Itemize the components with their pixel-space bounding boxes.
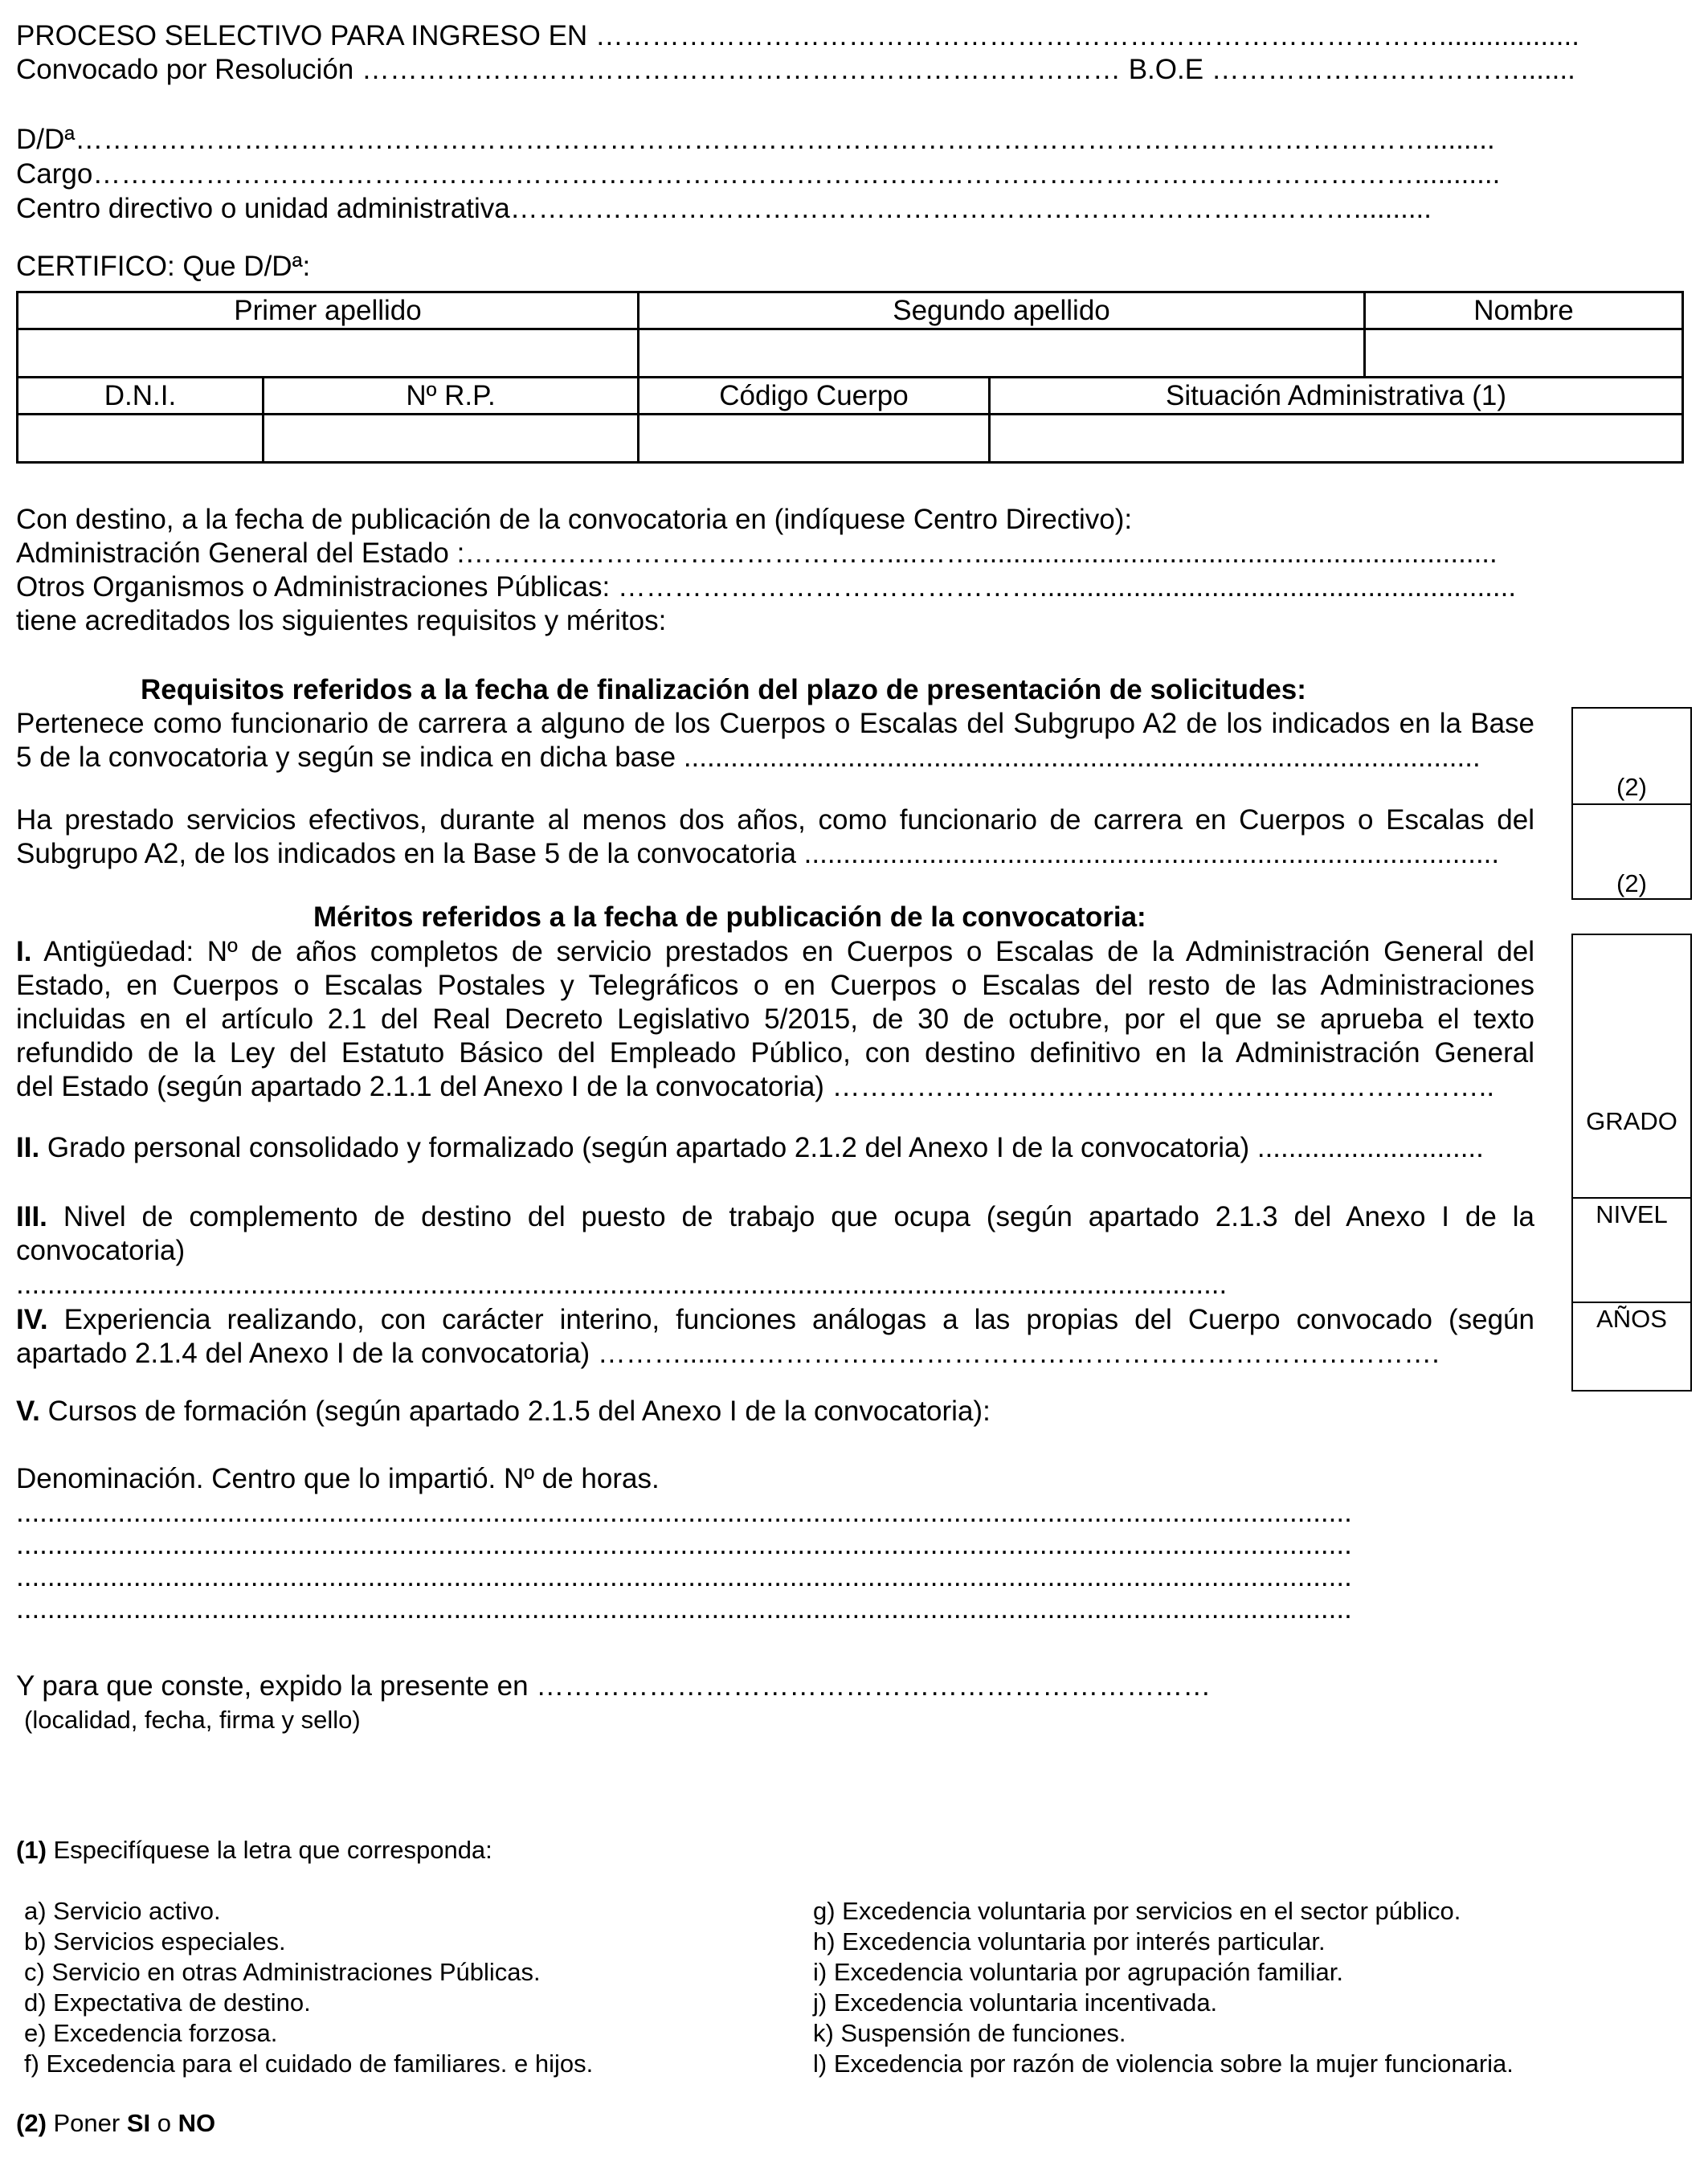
grado-label: GRADO <box>1586 1107 1677 1135</box>
requisitos-title: Requisitos referidos a la fecha de finalización del plazo de presentación de solicitudes: <box>141 674 1306 705</box>
dd-line: D/Dª………………………………………………………………………………………………………………………………......... <box>16 124 1495 155</box>
merito-v-number: V. <box>16 1396 40 1427</box>
requisitos-answer-box[interactable] <box>1571 707 1692 900</box>
nombre-field[interactable] <box>1365 329 1683 378</box>
situacion-k: k) Suspensión de funciones. <box>813 2019 1126 2047</box>
expido-note: (localidad, fecha, firma y sello) <box>24 1706 361 1734</box>
merito-iii-line1 <box>16 1200 1534 1234</box>
situacion-a: a) Servicio activo. <box>24 1897 221 1925</box>
meritos-box-divider-2 <box>1573 1302 1690 1303</box>
merito-iii-line2: convocatoria) <box>16 1235 186 1266</box>
convocado-resolucion-line: Convocado por Resolución ……………………………………………………………………… B.O.E ……………………………....... <box>16 54 1575 85</box>
merito-i-line4: refundido de la Ley del Estatuto Básico del Empleado Público, con destino definitivo en la Administración General <box>16 1037 1534 1069</box>
merito-i-number: I. <box>16 936 32 967</box>
merito-i-text1: Antigüedad: Nº de años completos de servicio prestados en Cuerpos o Escalas de la Administración General del <box>43 936 1535 967</box>
situacion-b: b) Servicios especiales. <box>24 1927 286 1956</box>
merito-i-line3: incluidas en el artículo 2.1 del Real Decreto Legislativo 5/2015, de 30 de octubre, por el que se aprueba el texto <box>16 1003 1534 1035</box>
destino-intro: Con destino, a la fecha de publicación de la convocatoria en (indíquese Centro Directivo): <box>16 504 1133 535</box>
nota-2-line <box>16 2108 215 2139</box>
situacion-j: j) Excedencia voluntaria incentivada. <box>813 1988 1218 2017</box>
requisitos-meritos-intro: tiene acreditados los siguientes requisitos y méritos: <box>16 605 667 636</box>
cursos-dots-3: ........................................................................................................................................................................... <box>16 1561 1352 1592</box>
merito-ii-number: II. <box>16 1132 40 1163</box>
nota-1-number: (1) <box>16 1836 47 1864</box>
cursos-dots-2: ........................................................................................................................................................................... <box>16 1529 1352 1560</box>
cursos-dots-4: ........................................................................................................................................................................... <box>16 1593 1352 1624</box>
cursos-header: Denominación. Centro que lo impartió. Nº de horas. <box>16 1463 660 1494</box>
merito-iv-line2: apartado 2.1.4 del Anexo I de la convocatoria) ………......…………………………………………………………………. <box>16 1338 1440 1369</box>
cursos-dots-1: ........................................................................................................................................................................... <box>16 1497 1352 1528</box>
primer-apellido-field[interactable] <box>18 329 639 378</box>
situacion-i: i) Excedencia voluntaria por agrupación familiar. <box>813 1958 1343 1986</box>
nota-2-text1: Poner <box>46 2109 127 2137</box>
merito-i-line2: Estado, en Cuerpos o Escalas Postales y Telegráficos o en Cuerpos o Escalas del resto de las Administraciones <box>16 970 1534 1001</box>
meritos-box-divider-1 <box>1573 1197 1690 1199</box>
nota-2-number: (2) <box>16 2109 47 2137</box>
merito-iv-text1: Experiencia realizando, con carácter interino, funciones análogas a las propias del Cuerpo convocado (según <box>63 1304 1534 1335</box>
meritos-title: Méritos referidos a la fecha de publicación de la convocatoria: <box>313 901 1146 933</box>
expido-line: Y para que conste, expido la presente en ……………………………………………………………… <box>16 1670 1212 1702</box>
segundo-apellido-field[interactable] <box>639 329 1365 378</box>
nota-2-si: SI <box>126 2109 151 2137</box>
meritos-answer-box[interactable] <box>1571 934 1692 1392</box>
centro-directivo-line: Centro directivo o unidad administrativa……………………………………………………………………………….......... <box>16 193 1432 224</box>
situacion-l: l) Excedencia por razón de violencia sobre la mujer funcionaria. <box>813 2050 1514 2078</box>
personal-data-table <box>16 291 1684 464</box>
requisitos-box-divider <box>1573 803 1690 805</box>
anos-label: AÑOS <box>1596 1305 1667 1333</box>
codigo-cuerpo-header: Código Cuerpo <box>639 378 990 415</box>
primer-apellido-header: Primer apellido <box>18 292 639 329</box>
nota-2-no: NO <box>178 2109 216 2137</box>
otros-organismos-line: Otros Organismos o Administraciones Públicas: ………………………………………............................................................. <box>16 571 1517 603</box>
merito-i-line5: del Estado (según apartado 2.1.1 del Anexo I de la convocatoria) …………………………………………………………….. <box>16 1071 1495 1102</box>
proceso-selectivo-line: PROCESO SELECTIVO PARA INGRESO EN ……………………………………………………………………………….................. <box>16 20 1579 51</box>
situacion-d: d) Expectativa de destino. <box>24 1988 311 2017</box>
merito-v-text: Cursos de formación (según apartado 2.1.5 del Anexo I de la convocatoria): <box>47 1396 991 1427</box>
requisito-2-line1: Ha prestado servicios efectivos, durante al menos dos años, como funcionario de carrera en Cuerpos o Escalas del <box>16 804 1534 836</box>
nota-1-text: Especifíquese la letra que corresponda: <box>46 1836 492 1864</box>
segundo-apellido-header: Segundo apellido <box>639 292 1365 329</box>
merito-iii-text1: Nivel de complemento de destino del puesto de trabajo que ocupa (según apartado 2.1.3 del Anexo I de la <box>63 1201 1534 1232</box>
situacion-f: f) Excedencia para el cuidado de familiares. e hijos. <box>24 2050 594 2078</box>
merito-iii-number: III. <box>16 1201 47 1232</box>
requisito-1-line1: Pertenece como funcionario de carrera a alguno de los Cuerpos o Escalas del Subgrupo A2 de los indicados en la Base <box>16 708 1534 739</box>
codigo-cuerpo-field[interactable] <box>639 415 990 463</box>
nota-1-title <box>16 1835 492 1866</box>
requisito-1-line2: 5 de la convocatoria y según se indica en dicha base ...................................................................................................... <box>16 742 1481 773</box>
certifico-label: CERTIFICO: Que D/Dª: <box>16 251 311 282</box>
requisito-1-mark: (2) <box>1616 773 1647 801</box>
nota-2-text2: o <box>150 2109 178 2137</box>
nrp-header: Nº R.P. <box>264 378 639 415</box>
situacion-e: e) Excedencia forzosa. <box>24 2019 278 2047</box>
administracion-general-line: Administración General del Estado :………………………………………....……................................................................... <box>16 537 1498 569</box>
situacion-administrativa-field[interactable] <box>990 415 1683 463</box>
merito-iv-number: IV. <box>16 1304 48 1335</box>
situacion-h: h) Excedencia voluntaria por interés particular. <box>813 1927 1326 1956</box>
dni-header: D.N.I. <box>18 378 264 415</box>
nrp-field[interactable] <box>264 415 639 463</box>
merito-i-line1 <box>16 935 1534 969</box>
merito-iii-dots: ........................................................................................................................................................... <box>16 1269 1228 1300</box>
merito-ii-text: Grado personal consolidado y formalizado (según apartado 2.1.2 del Anexo I de la convocatoria) ............................. <box>47 1132 1484 1163</box>
nombre-header: Nombre <box>1365 292 1683 329</box>
situacion-g: g) Excedencia voluntaria por servicios en el sector público. <box>813 1897 1461 1925</box>
situacion-administrativa-header: Situación Administrativa (1) <box>990 378 1683 415</box>
nivel-label: NIVEL <box>1596 1200 1668 1228</box>
merito-ii-line <box>16 1131 1484 1165</box>
requisito-2-line2: Subgrupo A2, de los indicados en la Base 5 de la convocatoria ......................................................................................... <box>16 838 1500 869</box>
requisito-2-mark: (2) <box>1616 869 1647 897</box>
merito-v-line <box>16 1395 991 1428</box>
merito-iv-line1 <box>16 1303 1534 1337</box>
cargo-line: Cargo……………………………………………………………………………………………………………………………........... <box>16 158 1501 190</box>
situacion-c: c) Servicio en otras Administraciones Públicas. <box>24 1958 541 1986</box>
dni-field[interactable] <box>18 415 264 463</box>
